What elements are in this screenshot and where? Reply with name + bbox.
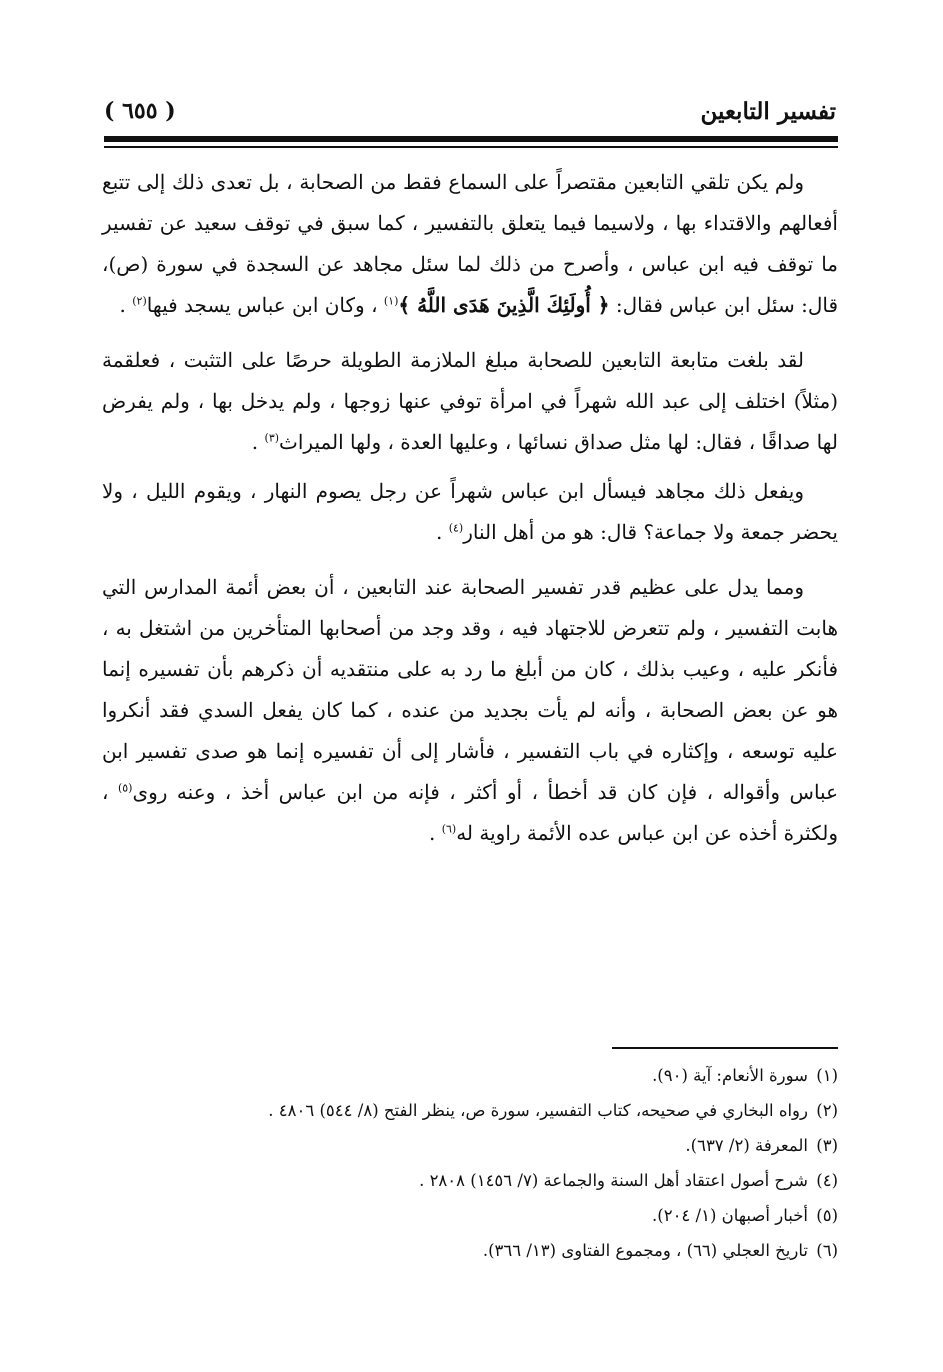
header-rule-thick — [104, 136, 838, 142]
paragraph-1-text-b: ، وكان ابن عباس يسجد فيها — [146, 293, 384, 317]
footnote-ref-6: (٦) — [441, 822, 457, 836]
book-title: تفسير التابعين — [700, 98, 836, 125]
footnote-number: (٦) — [816, 1241, 838, 1260]
paragraph-4-text-b: ، ولكثرة أخذه عن ابن عباس عده الأئمة راوية له — [102, 780, 838, 845]
footnote-item — [102, 1233, 838, 1268]
paragraph-1-text-c: . — [119, 293, 133, 317]
footnote-text: المعرفة (٢/ ٦٣٧). — [685, 1136, 808, 1155]
footnote-item — [102, 1058, 838, 1093]
main-text — [102, 162, 838, 854]
paragraph-1-text-a: ولم يكن تلقي التابعين مقتصراً على السماع فقط من الصحابة ، بل تعدى ذلك إلى تتبع أفعالهم والاقتداء بها ، ولاسيما فيما يتعلق بالتفسير ، كما سبق في توقف سعيد عن تفسير ما توقف فيه ابن عباس ، وأصرح من ذلك لما سئل مجاهد عن السجدة في سورة (ص)، قال: سئل ابن عباس فقال: — [102, 170, 838, 317]
footnote-number: (٣) — [816, 1136, 838, 1155]
footnote-ref-3: (٣) — [264, 431, 280, 445]
paragraph-2-text-a: لقد بلغت متابعة التابعين للصحابة مبلغ الملازمة الطويلة حرصًا على التثبت ، فعلقمة (مثلاً) اختلف إلى عبد الله شهراً في امرأة توفي عنها زوجها ، ولم يدخل بها ، ولم يفرض لها صداقًا ، فقال: لها مثل صداق نسائها ، وعليها العدة ، ولها الميراث — [102, 348, 838, 454]
footnote-ref-2: (٢) — [132, 294, 147, 308]
running-header — [104, 92, 836, 132]
paragraph-2-text-b: . — [251, 430, 265, 454]
footnote-number: (٥) — [816, 1206, 838, 1225]
footnote-item — [102, 1198, 838, 1233]
footnote-ref-5: (٥) — [117, 781, 133, 795]
footnote-text: شرح أصول اعتقاد أهل السنة والجماعة (٧/ ١٤٥٦) ٢٨٠٨ . — [419, 1171, 808, 1190]
footnote-ref-1: (١) — [383, 294, 399, 308]
footnote-item — [102, 1093, 838, 1128]
page-number: ( ٦٥٥ ) — [104, 98, 176, 124]
paragraph-3 — [102, 471, 838, 553]
footnotes — [102, 1058, 838, 1268]
footnote-ref-4: (٤) — [448, 521, 464, 535]
quran-verse: ﴿ أُولَئِكَ الَّذِينَ هَدَى اللَّهُ ﴾ — [398, 293, 610, 317]
paragraph-4 — [102, 567, 838, 854]
footnote-number: (٤) — [816, 1171, 838, 1190]
paragraph-1 — [102, 162, 838, 326]
footnote-text: تاريخ العجلي (٦٦) ، ومجموع الفتاوى (١٣/ ٣٦٦). — [482, 1241, 808, 1260]
paragraph-4-text-c: . — [428, 821, 442, 845]
header-rule-thin — [104, 146, 838, 148]
footnote-text: أخبار أصبهان (١/ ٢٠٤). — [652, 1206, 808, 1225]
paragraph-2 — [102, 340, 838, 463]
paragraph-3-text-b: . — [435, 520, 449, 544]
footnote-separator — [612, 1047, 838, 1049]
paragraph-3-text-a: ويفعل ذلك مجاهد فيسأل ابن عباس شهراً عن رجل يصوم النهار ، ويقوم الليل ، ولا يحضر جمعة ولا جماعة؟ قال: هو من أهل النار — [102, 479, 838, 544]
footnote-text: سورة الأنعام: آية (٩٠). — [652, 1066, 808, 1085]
footnote-item — [102, 1163, 838, 1198]
footnote-item — [102, 1128, 838, 1163]
footnote-number: (١) — [816, 1066, 838, 1085]
paragraph-4-text-a: ومما يدل على عظيم قدر تفسير الصحابة عند التابعين ، أن بعض أئمة المدارس التي هابت التفسير ، ولم تتعرض للاجتهاد فيه ، وقد وجد من أصحابها المتأخرين من اشتغل به ، فأنكر عليه ، وعيب بذلك ، كان من أبلغ ما رد به على منتقديه أن ذكرهم بأن تفسيره إنما هو عن بعض الصحابة ، وأنه لم يأت بجديد من عنده ، كما كان يفعل السدي فقد أنكروا عليه توسعه ، وإكثاره في باب التفسير ، فأشار إلى أن تفسيره إنما هو صدى تفسير ابن عباس وأقواله ، فإن كان قد أخطأ ، أو أكثر ، فإنه من ابن عباس أخذ ، وعنه روى — [102, 575, 839, 804]
footnote-text: رواه البخاري في صحيحه، كتاب التفسير، سورة ص، ينظر الفتح (٨/ ٥٤٤) ٤٨٠٦ . — [268, 1101, 808, 1120]
footnote-number: (٢) — [816, 1101, 838, 1120]
